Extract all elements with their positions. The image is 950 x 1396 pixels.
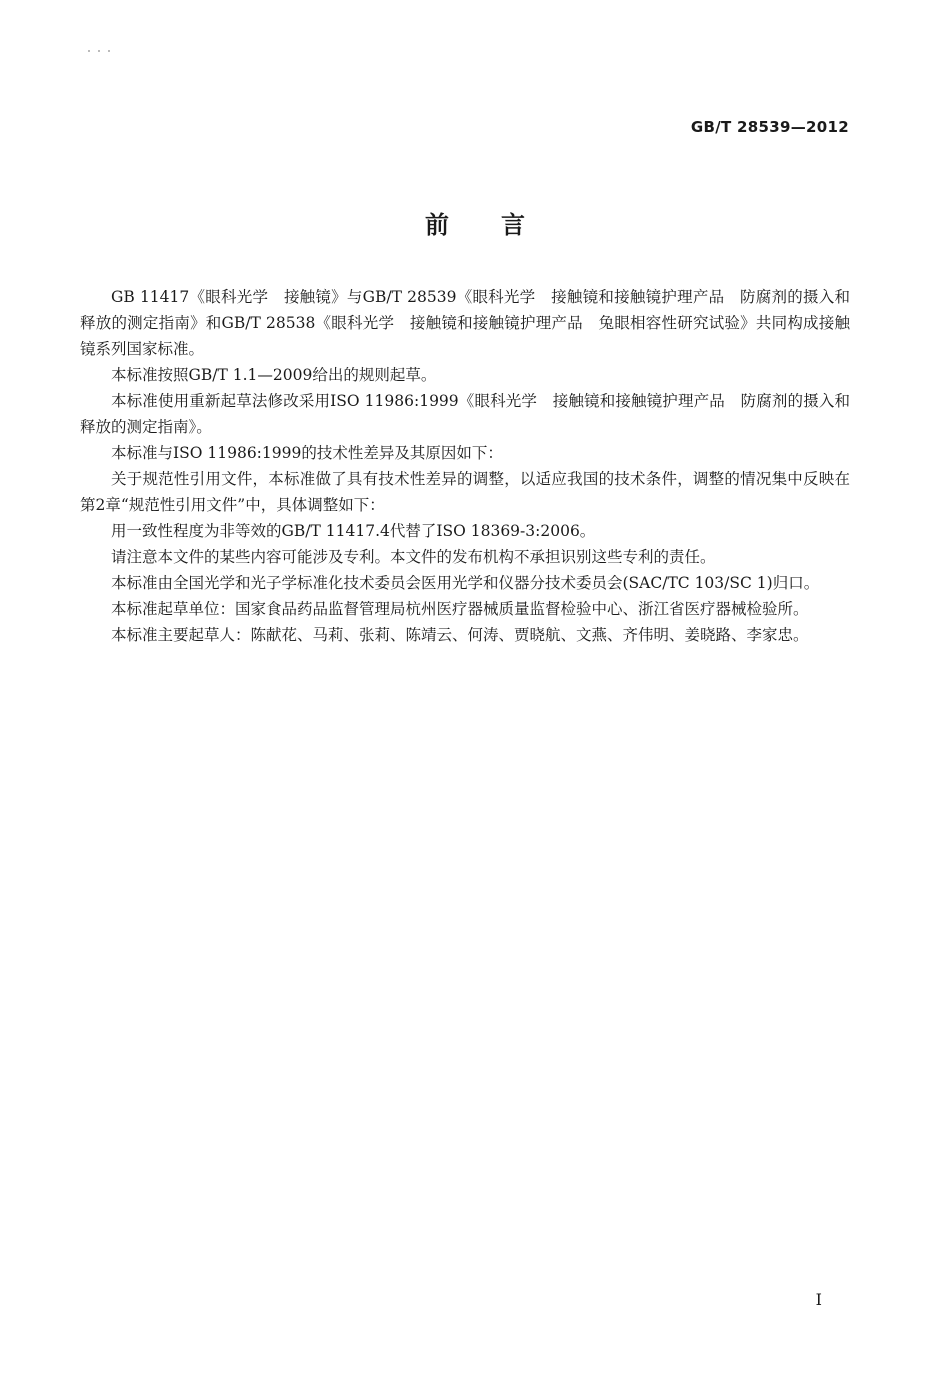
foreword-body — [80, 284, 850, 648]
page-title: 前言 — [425, 211, 577, 239]
paragraph: 本标准与ISO 11986:1999的技术性差异及其原因如下： — [111, 444, 503, 462]
paragraph: GB 11417《眼科光学 接触镜》与GB/T 28539《眼科光学 接触镜和接触镜护理产品 防腐剂的摄入和释放的测定指南》和GB/T 28538《眼科光学 接触镜和接触镜护理产品 兔眼相容性研究试验》共同构成接触镜系列国家标准。 — [80, 288, 850, 358]
paragraph: 本标准起草单位：国家食品药品监督管理局杭州医疗器械质量监督检验中心、浙江省医疗器械检验所。 — [111, 600, 809, 618]
paragraph: 本标准使用重新起草法修改采用ISO 11986:1999《眼科光学 接触镜和接触镜护理产品 防腐剂的摄入和释放的测定指南》。 — [80, 392, 850, 436]
paragraph: 本标准由全国光学和光子学标准化技术委员会医用光学和仪器分技术委员会(SAC/TC 103/SC 1)归口。 — [111, 574, 820, 592]
page-number: I — [815, 1290, 822, 1309]
paragraph: 本标准主要起草人：陈献花、马莉、张莉、陈靖云、何涛、贾晓航、文燕、齐伟明、姜晓路、李家忠。 — [111, 626, 809, 644]
paragraph: 请注意本文件的某些内容可能涉及专利。本文件的发布机构不承担识别这些专利的责任。 — [111, 548, 716, 566]
paragraph: 关于规范性引用文件，本标准做了具有技术性差异的调整，以适应我国的技术条件，调整的情况集中反映在第2章“规范性引用文件”中，具体调整如下： — [80, 470, 850, 514]
standard-number: GB/T 28539—2012 — [690, 118, 849, 136]
paragraph: 用一致性程度为非等效的GB/T 11417.4代替了ISO 18369-3:2006。 — [111, 522, 596, 540]
scan-artifact — [88, 50, 118, 52]
paragraph: 本标准按照GB/T 1.1—2009给出的规则起草。 — [111, 366, 437, 384]
